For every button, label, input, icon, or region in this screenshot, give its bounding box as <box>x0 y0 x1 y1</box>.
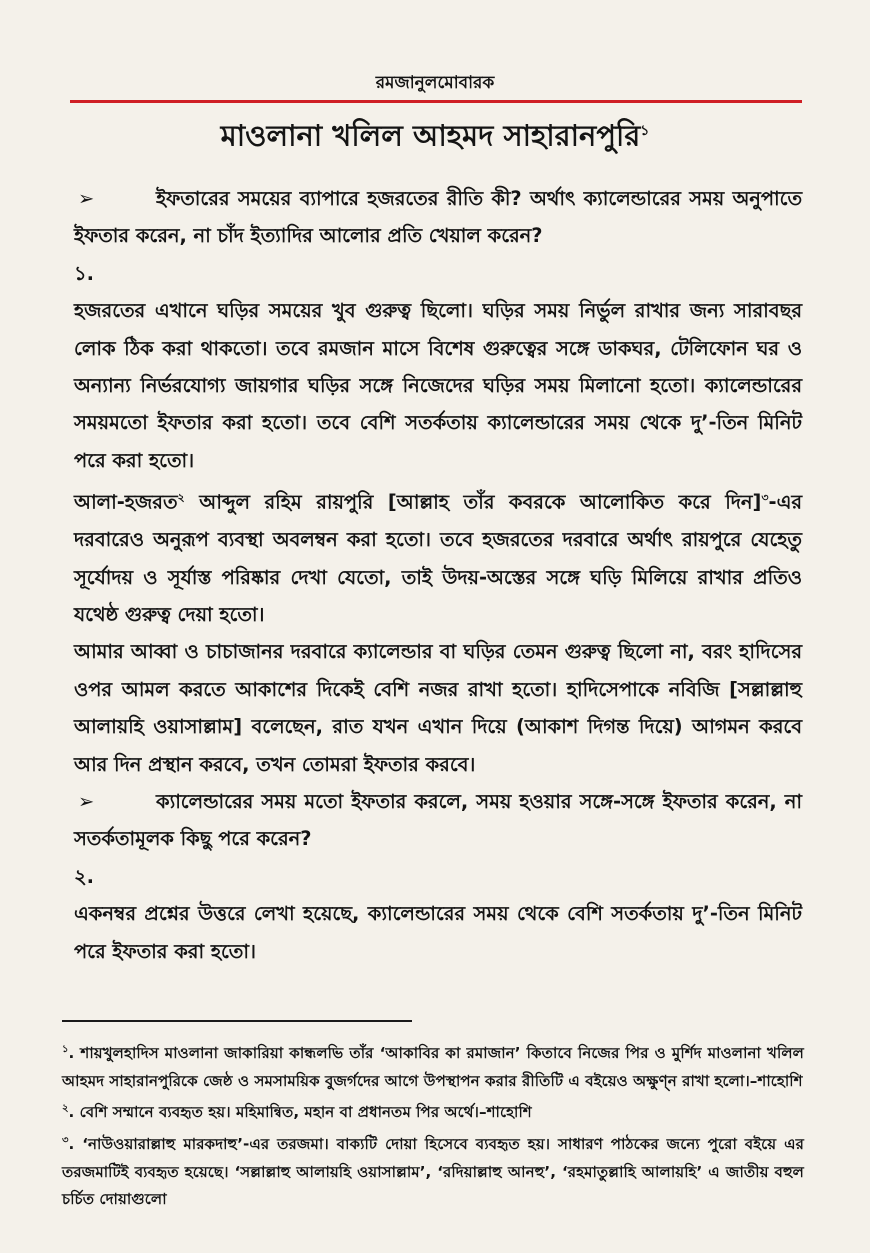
footnote-3-mark: ৩ <box>62 1134 69 1146</box>
answer-1-paragraph-3: আমার আব্বা ও চাচাজানর দরবারে ক্যালেন্ডার বা ঘড়ির তেমন গুরুত্ব ছিলো না, বরং হাদিসের ওপর আমল করতে আকাশের দিকেই বেশি নজর রাখা হতো। হাদিসেপাকে নবিজি [সল্লাল্লাহু আলায়হি ওয়াসাল্লাম] বলেছেন, রাত যখন এখান দিয়ে (আকাশ দিগন্ত দিয়ে) আগমন করবে আর দিন প্রস্থান করবে, তখন তোমরা ইফতার করবে। <box>74 640 802 776</box>
footnote-3 <box>62 1127 804 1214</box>
header-rule <box>70 100 802 103</box>
footnote-1-text: . শায়খুলহাদিস মাওলানা জাকারিয়া কান্ধলভি তাঁর ‘আকাবির কা রমাজান’ কিতাবে নিজের পির ও মুর্শিদ মাওলানা খলিল আহমদ সাহারানপুরিকে জেষ্ঠ ও সমসাময়িক বুজর্গদের আগে উপস্থাপন করার রীতিটি এ বইয়েও অক্ষুণ্ন রাখা হলো।–শাহোশি <box>62 1044 804 1090</box>
footnote-3-text: . ‘নাউওয়ারাল্লাহু মারকদাহু’-এর তরজমা। বাক্যটি দোয়া হিসেবে ব্যবহৃত হয়। সাধারণ পাঠকের জন্যে পুরো বইয়ে এর তরজমাটিই ব্যবহৃত হয়েছে। ‘সল্লাল্লাহু আলায়হি ওয়াসাল্লাম’, ‘রদিয়াল্লাহু আনহু’, ‘রহমাতুল্লাহি আলায়হি’ এ জাতীয় বহুল চর্চিত দোয়াগুলো <box>62 1134 804 1209</box>
answer-2-paragraph-1: একনম্বর প্রশ্নের উত্তরে লেখা হয়েছে, ক্যালেন্ডারের সময় থেকে বেশি সতর্কতায় দু’-তিন মিনিট পরে ইফতার করা হতো। <box>74 902 802 963</box>
answer-1-paragraph-1: হজরতের এখানে ঘড়ির সময়ের খুব গুরুত্ব ছিলো। ঘড়ির সময় নির্ভুল রাখার জন্য সারাবছর লোক ঠিক করা থাকতো। তবে রমজান মাসে বিশেষ গুরুত্বের সঙ্গে ডাকঘর, টেলিফোন ঘর ও অন্যান্য নির্ভরযোগ্য জায়গার ঘড়ির সঙ্গে নিজেদের ঘড়ির সময় মিলানো হতো। ক্যালেন্ডারের সময়মতো ইফতার করা হতো। তবে বেশি সতর্কতায় ক্যালেন্ডারের সময় থেকে দু’-তিন মিনিট পরে করা হতো। <box>74 299 802 472</box>
question-2-text: ক্যালেন্ডারের সময় মতো ইফতার করলে, সময় হওয়ার সঙ্গে-সঙ্গে ইফতার করেন, না সতর্কতামূলক কিছু পরে করেন? <box>74 789 802 851</box>
answer-1-p2-middle: আব্দুল রহিম রায়পুরি [আল্লাহ তাঁর কবরকে আলোকিত করে দিন] <box>184 490 762 514</box>
footnote-2-mark: ২ <box>62 1103 69 1115</box>
answer-1-paragraph-2 <box>74 479 802 633</box>
footnotes <box>62 1036 804 1214</box>
arrow-bullet-icon: ➢ <box>78 187 95 210</box>
arrow-bullet-icon: ➢ <box>78 789 95 813</box>
answer-1-p2-start: আলা-হজরত <box>74 490 178 514</box>
running-head: রমজানুলমোবারক <box>375 73 495 93</box>
answer-1-number: ১. <box>74 261 94 285</box>
footnote-1-mark: ১ <box>62 1044 69 1055</box>
body-text <box>74 180 802 970</box>
footnote-mark-3[interactable]: ৩ <box>761 491 769 505</box>
question-1-text: ইফতারের সময়ের ব্যাপারে হজরতের রীতি কী? অর্থাৎ ক্যালেন্ডারের সময় অনুপাতে ইফতার করেন, না চাঁদ ইত্যাদির আলোর প্রতি খেয়াল করেন? <box>74 187 802 248</box>
question-2 <box>74 783 802 858</box>
answer-1-p2-end: -এর দরবারেও অনুরূপ ব্যবস্থা অবলম্বন করা হতো। তবে হজরতের দরবারে অর্থাৎ রায়পুরে যেহেতু সূর্যোদয় ও সূর্যাস্ত পরিষ্কার দেখা যেতো, তাই উদয়-অস্তের সঙ্গে ঘড়ি মিলিয়ে রাখার প্রতিও যথেষ্ঠ গুরুত্ব দেয়া হতো। <box>74 490 802 626</box>
chapter-title <box>0 110 870 157</box>
answer-2-number: ২. <box>74 864 94 888</box>
footnote-mark-2[interactable]: ২ <box>177 491 185 505</box>
footnote-2 <box>62 1095 804 1127</box>
footnote-mark-1[interactable]: ১ <box>640 123 650 139</box>
footnote-rule <box>62 1020 412 1022</box>
question-1 <box>74 180 802 255</box>
chapter-title-text: মাওলানা খলিল আহমদ সাহারানপুরি <box>220 118 641 153</box>
footnote-1 <box>62 1036 804 1095</box>
footnote-2-text: . বেশি সম্মানে ব্যবহৃত হয়। মহিমান্বিত, মহান বা প্রধানতম পির অর্থে।–শাহোশি <box>68 1103 532 1122</box>
